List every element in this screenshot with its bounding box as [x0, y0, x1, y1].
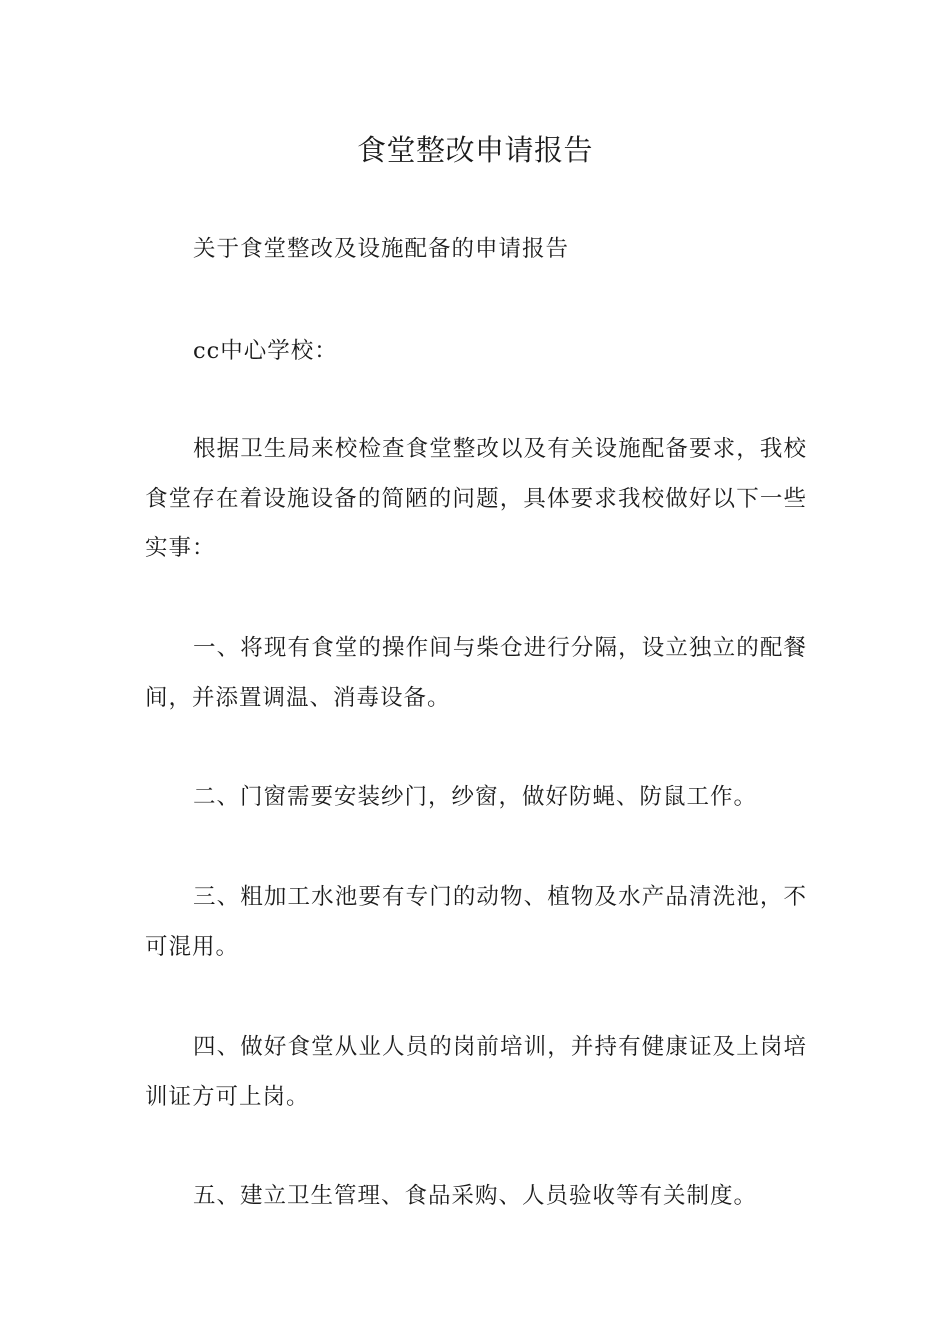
item-paragraph-5: 五、建立卫生管理、食品采购、人员验收等有关制度。 — [193, 1183, 758, 1209]
item-paragraph-3: 三、粗加工水池要有专门的动物、植物及水产品清洗池，不可混用。 — [145, 884, 807, 960]
addressee-paragraph: cc中心学校： — [193, 338, 338, 364]
document-title: 食堂整改申请报告 — [356, 133, 593, 167]
item-paragraph-4: 四、做好食堂从业人员的岗前培训，并持有健康证及上岗培训证方可上岗。 — [145, 1034, 807, 1110]
intro-paragraph: 根据卫生局来校检查食堂整改以及有关设施配备要求，我校食堂存在着设施设备的简陋的问题，具体要求我校做好以下一些实事： — [145, 436, 807, 561]
item-paragraph-1: 一、将现有食堂的操作间与柴仓进行分隔，设立独立的配餐间，并添置调温、消毒设备。 — [145, 635, 807, 711]
subtitle-paragraph: 关于食堂整改及设施配备的申请报告 — [193, 236, 570, 262]
item-paragraph-2: 二、门窗需要安装纱门，纱窗，做好防蝇、防鼠工作。 — [193, 784, 758, 810]
